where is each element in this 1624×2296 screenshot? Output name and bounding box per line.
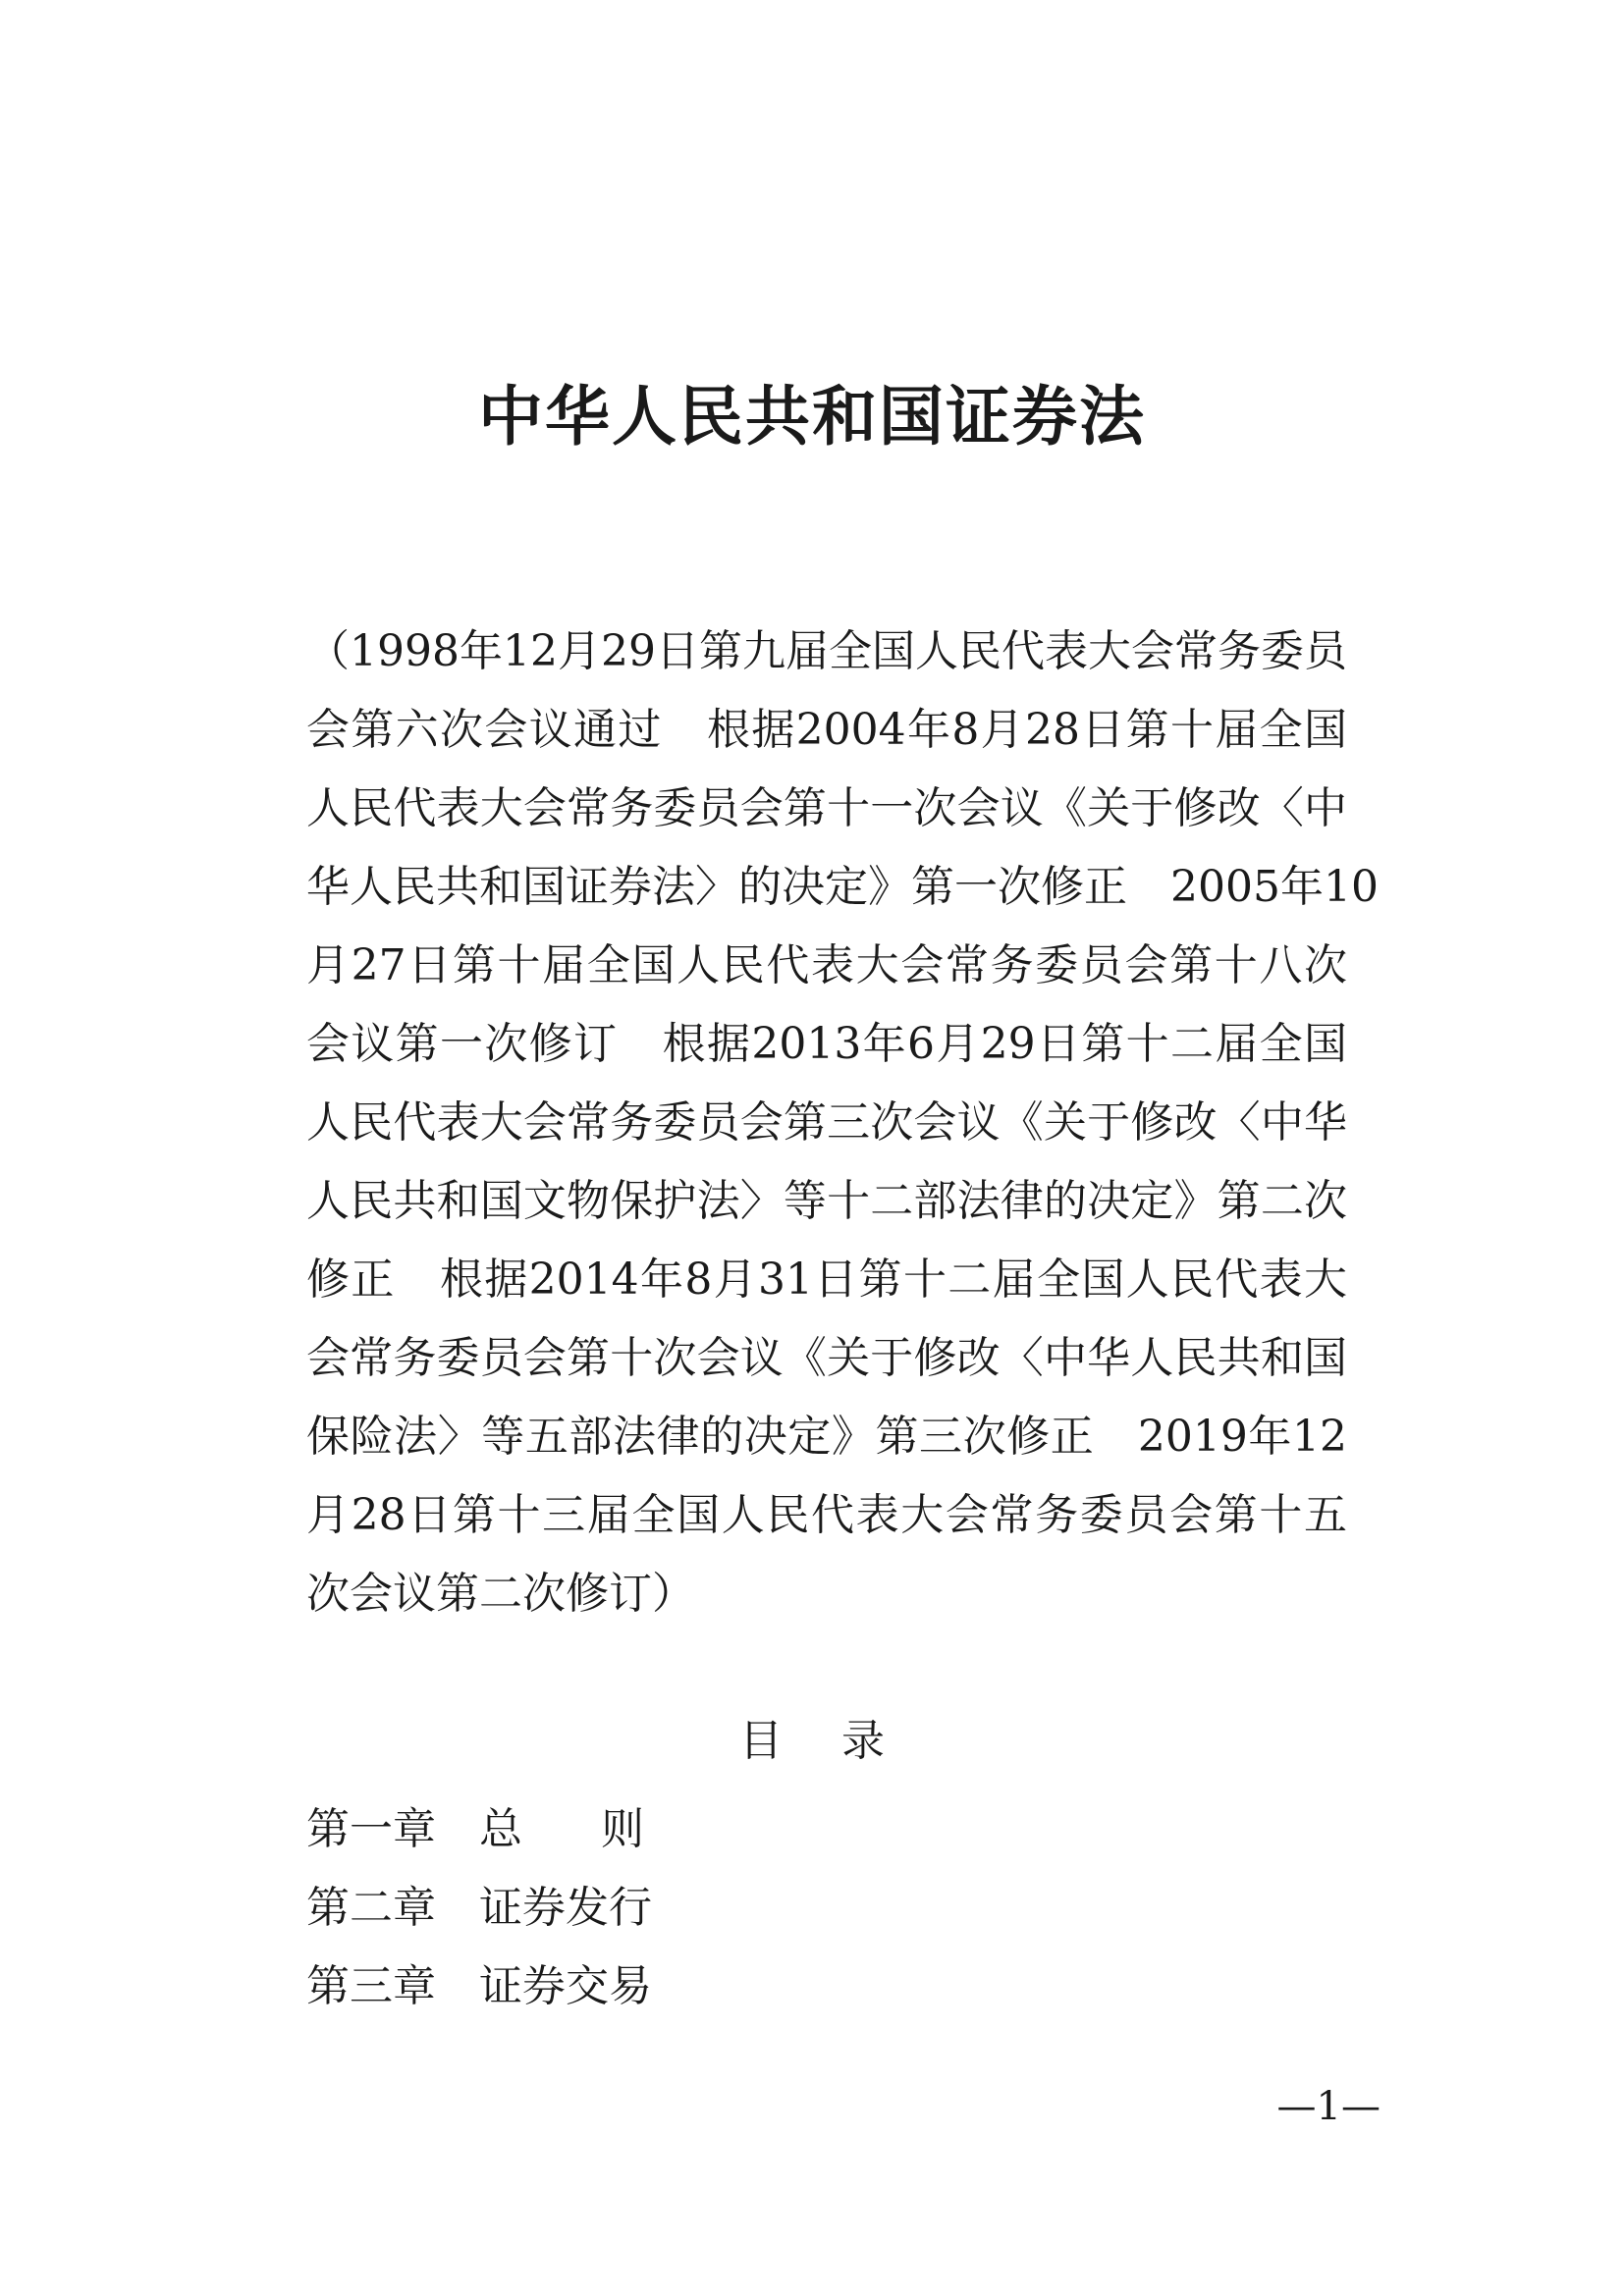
toc-item[interactable] [306,1948,1190,2026]
history-line: 会常务委员会第十次会议《关于修改〈中华人民共和国 [306,1333,1347,1383]
toc-item[interactable] [306,1790,1190,1869]
history-line: 月28日第十三届全国人民代表大会常务委员会第十五 [306,1490,1347,1540]
history-line: 修正 根据2014年8月31日第十二届全国人民代表大 [306,1255,1347,1305]
history-line: 人民代表大会常务委员会第十一次会议《关于修改〈中 [306,783,1347,833]
history-line: 会议第一次修订 根据2013年6月29日第十二届全国 [306,1019,1347,1069]
toc-chapter-title: 总则 [479,1804,723,1854]
table-of-contents [306,1790,1190,2026]
toc-chapter-number: 第一章 [306,1804,436,1854]
toc-heading: 目录 [739,1716,944,1766]
history-line: 人民代表大会常务委员会第三次会议《关于修改〈中华 [306,1097,1347,1148]
toc-chapter-number: 第三章 [306,1961,436,2011]
history-line: 月27日第十届全国人民代表大会常务委员会第十八次 [306,940,1347,990]
legislative-history [306,613,1379,1633]
toc-chapter-number: 第二章 [306,1883,436,1933]
toc-chapter-title: 证券发行 [479,1883,652,1933]
history-line: 会第六次会议通过 根据2004年8月28日第十届全国 [306,705,1347,755]
history-line: （1998年12月29日第九届全国人民代表大会常务委员 [306,626,1347,676]
history-line: 次会议第二次修订） [306,1569,695,1619]
history-line: 华人民共和国证券法〉的决定》第一次修正 2005年10 [306,862,1379,912]
history-line: 人民共和国文物保护法〉等十二部法律的决定》第二次 [306,1176,1347,1226]
toc-chapter-title: 证券交易 [479,1961,652,2011]
history-line: 保险法〉等五部法律的决定》第三次修正 2019年12 [306,1412,1347,1462]
document-title: 中华人民共和国证券法 [478,379,1146,454]
toc-item[interactable] [306,1869,1190,1948]
page-number: —1— [1276,2084,1380,2129]
